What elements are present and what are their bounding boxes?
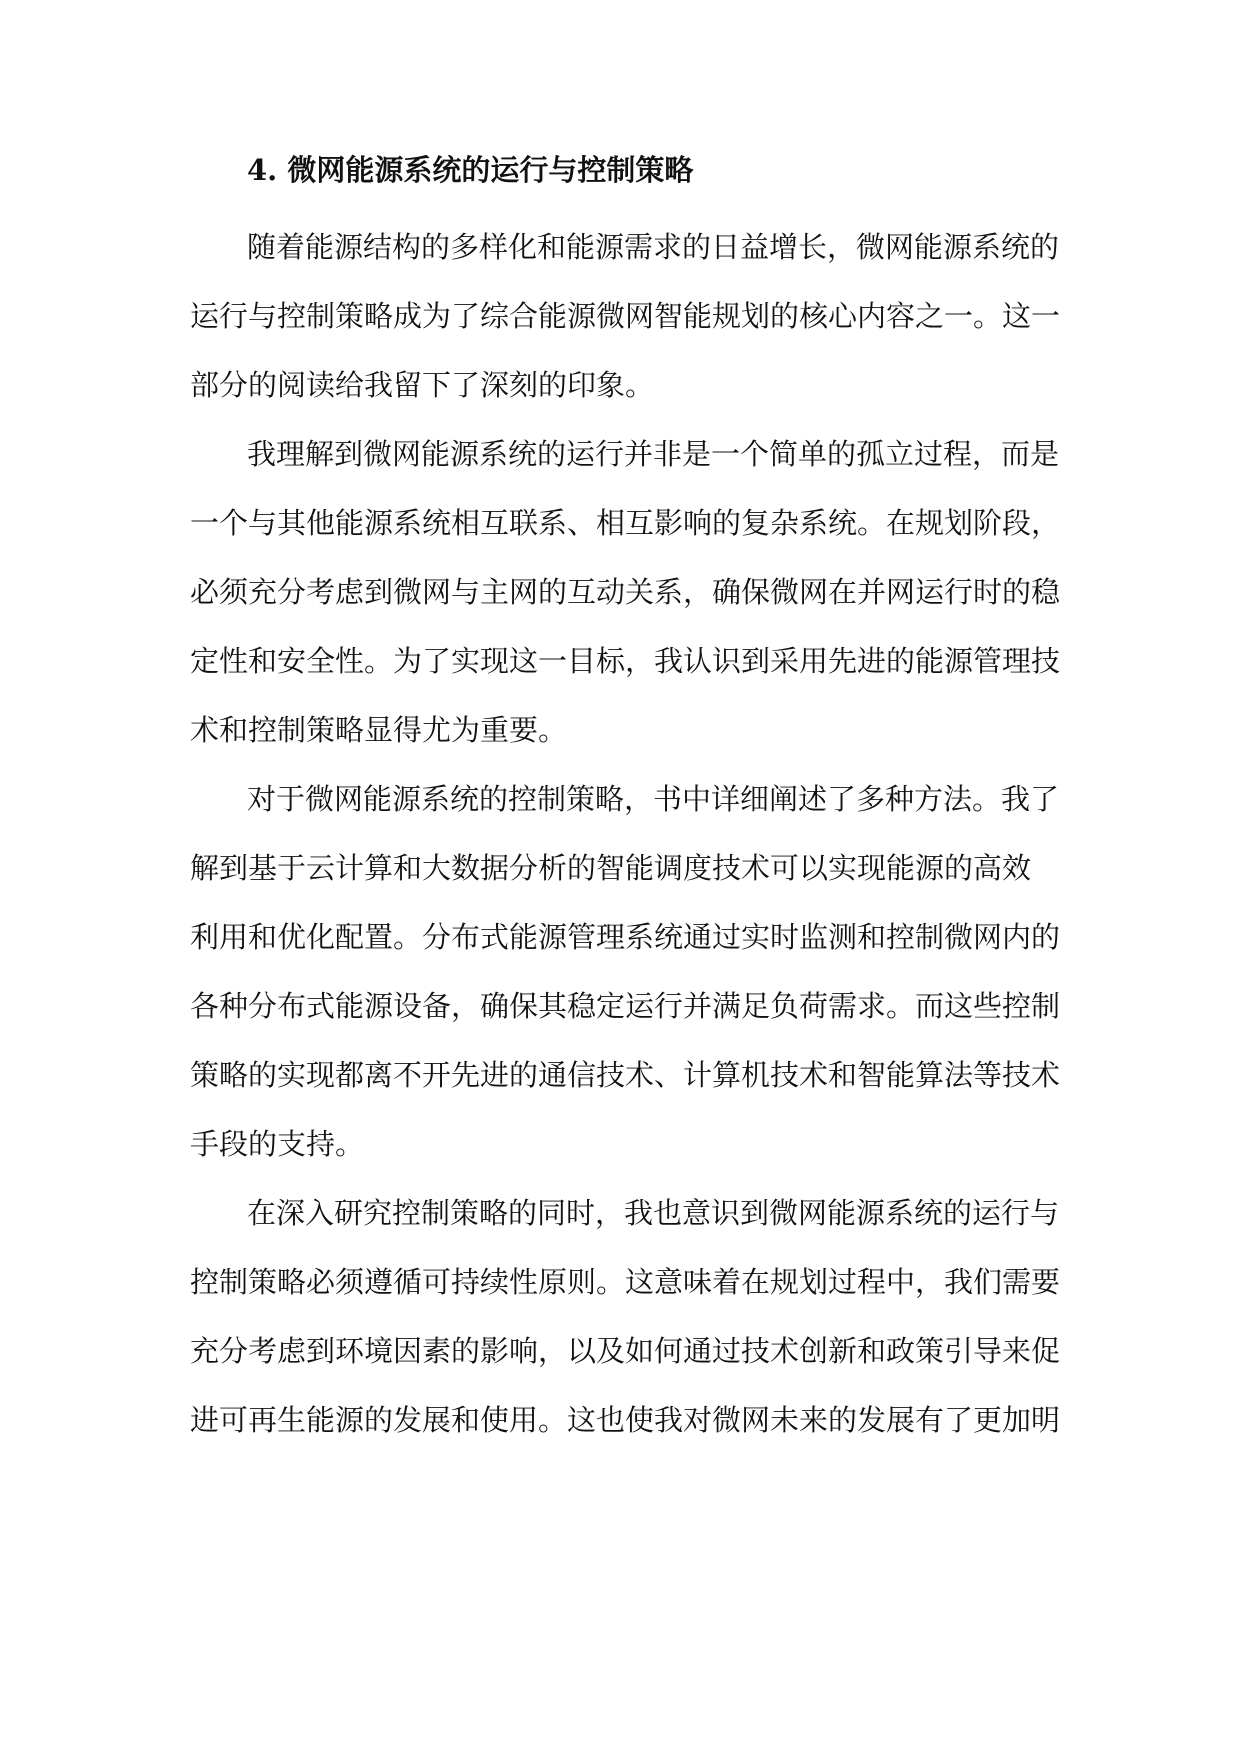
paragraph-line: 策略的实现都离不开先进的通信技术、计算机技术和智能算法等技术 [190,1058,1061,1092]
paragraph-line: 对于微网能源系统的控制策略，书中详细阐述了多种方法。我了 [247,782,1060,816]
paragraph-line: 运行与控制策略成为了综合能源微网智能规划的核心内容之一。这一 [190,299,1061,333]
paragraph-line: 我理解到微网能源系统的运行并非是一个简单的孤立过程，而是 [247,437,1060,471]
paragraph-line: 在深入研究控制策略的同时，我也意识到微网能源系统的运行与 [247,1196,1060,1230]
paragraph-line: 定性和安全性。为了实现这一目标，我认识到采用先进的能源管理技 [190,644,1061,678]
paragraph-line: 手段的支持。 [190,1127,365,1161]
paragraph-line: 一个与其他能源系统相互联系、相互影响的复杂系统。在规划阶段， [190,506,1061,540]
paragraph-line: 解到基于云计算和大数据分析的智能调度技术可以实现能源的高效 [190,851,1032,885]
paragraph-line: 必须充分考虑到微网与主网的互动关系，确保微网在并网运行时的稳 [190,575,1061,609]
section-heading: 4. 微网能源系统的运行与控制策略 [247,153,694,187]
paragraph-line: 控制策略必须遵循可持续性原则。这意味着在规划过程中，我们需要 [190,1265,1061,1299]
paragraph-line: 进可再生能源的发展和使用。这也使我对微网未来的发展有了更加明 [190,1403,1061,1437]
paragraph-line: 利用和优化配置。分布式能源管理系统通过实时监测和控制微网内的 [190,920,1061,954]
paragraph-line: 各种分布式能源设备，确保其稳定运行并满足负荷需求。而这些控制 [190,989,1061,1023]
paragraph-line: 充分考虑到环境因素的影响，以及如何通过技术创新和政策引导来促 [190,1334,1061,1368]
paragraph-line: 部分的阅读给我留下了深刻的印象。 [190,368,655,402]
paragraph-line: 随着能源结构的多样化和能源需求的日益增长，微网能源系统的 [247,230,1060,264]
paragraph-line: 术和控制策略显得尤为重要。 [190,713,568,747]
